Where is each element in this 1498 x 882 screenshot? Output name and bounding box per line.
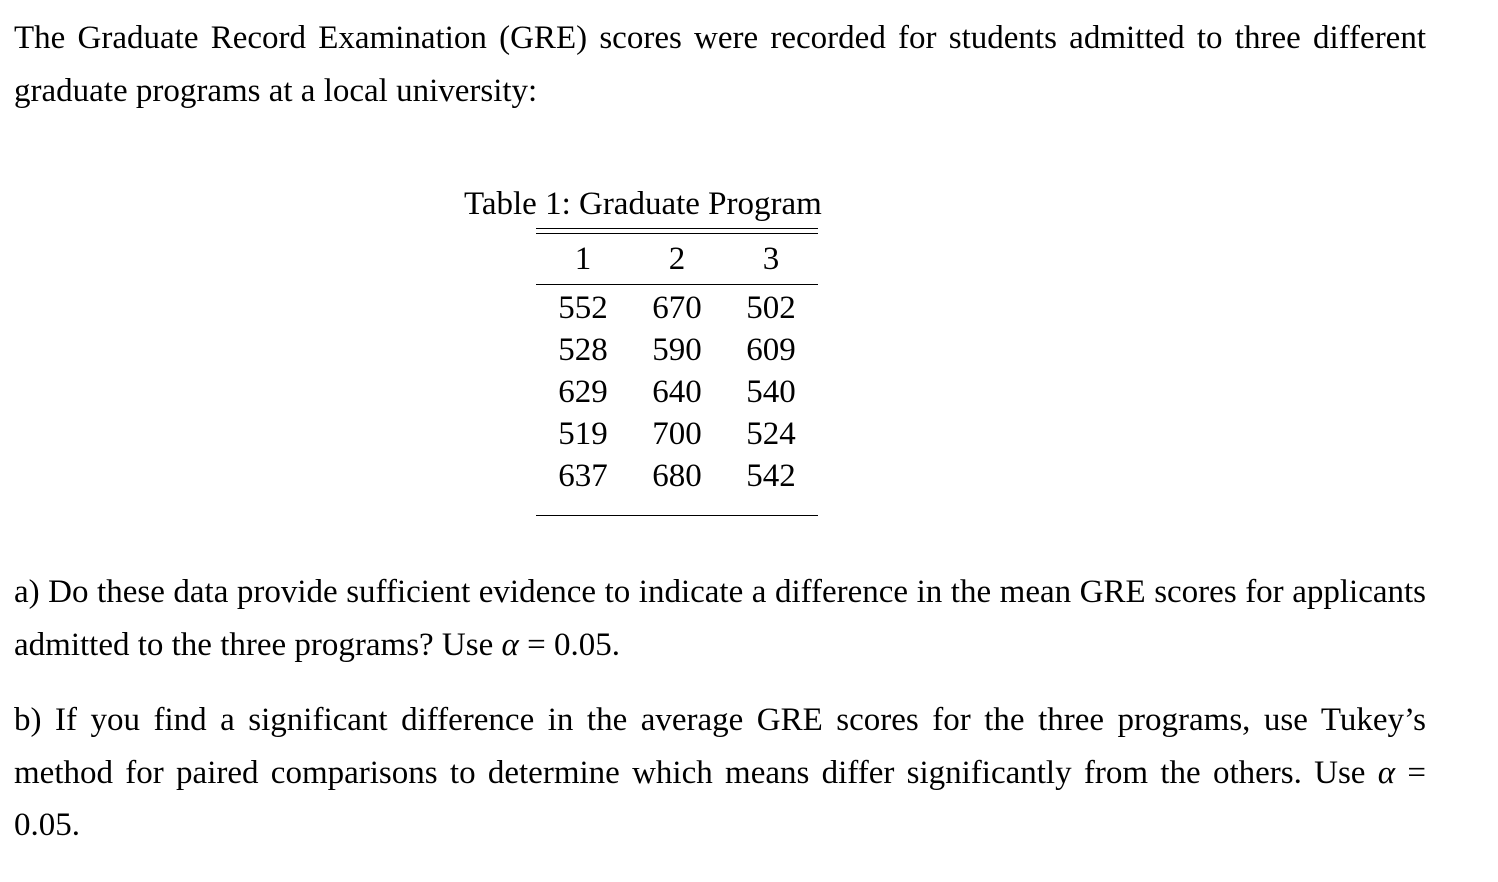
- table-cell: 640: [652, 374, 702, 410]
- gre-table: [536, 228, 818, 516]
- table-cell: 502: [746, 290, 796, 326]
- table-body: [536, 285, 818, 515]
- alpha-symbol: α: [501, 626, 519, 663]
- table-cell: 680: [652, 458, 702, 494]
- alpha-symbol: α: [1377, 754, 1396, 791]
- intro-paragraph: The Graduate Record Examination (GRE) scores were recorded for students admitted to three different graduate programs at a local university:: [14, 20, 1426, 109]
- table-cell: 609: [746, 332, 796, 368]
- table-cell: 700: [652, 416, 702, 452]
- table-header-cell: 2: [668, 241, 686, 277]
- alpha-value: = 0.05.: [527, 626, 620, 663]
- table-header-cell: 1: [574, 241, 592, 277]
- alpha-value: = 0.05.: [14, 754, 1427, 843]
- table-header-row: [536, 234, 818, 284]
- table-cell: 629: [558, 374, 608, 410]
- table-cell: 542: [746, 458, 796, 494]
- table-bottom-rule: [536, 515, 818, 516]
- table-cell: 528: [558, 332, 608, 368]
- table-cell: 552: [558, 290, 608, 326]
- question-a-text: a) Do these data provide sufficient evidence to indicate a difference in the mean GRE scores for applicants admitted to the three programs? Use: [14, 574, 1426, 663]
- table-row: [536, 287, 818, 329]
- table-cell: 519: [558, 416, 608, 452]
- table-row: [536, 413, 818, 455]
- table-caption: Table 1: Graduate Program: [464, 186, 822, 222]
- table-row: [536, 455, 818, 497]
- table-header-cell: 3: [762, 241, 780, 277]
- table-cell: 590: [652, 332, 702, 368]
- question-b: [14, 694, 1426, 852]
- table-cell: 637: [558, 458, 608, 494]
- table-cell: 540: [746, 374, 796, 410]
- table-cell: 670: [652, 290, 702, 326]
- table-row: [536, 329, 818, 371]
- question-b-text: b) If you find a significant difference in the average GRE scores for the three programs, use Tukey’s method for paired comparisons to determine which means differ significantly from the others. Use: [14, 702, 1426, 791]
- question-a: [14, 566, 1426, 671]
- table-row: [536, 371, 818, 413]
- table-cell: 524: [746, 416, 796, 452]
